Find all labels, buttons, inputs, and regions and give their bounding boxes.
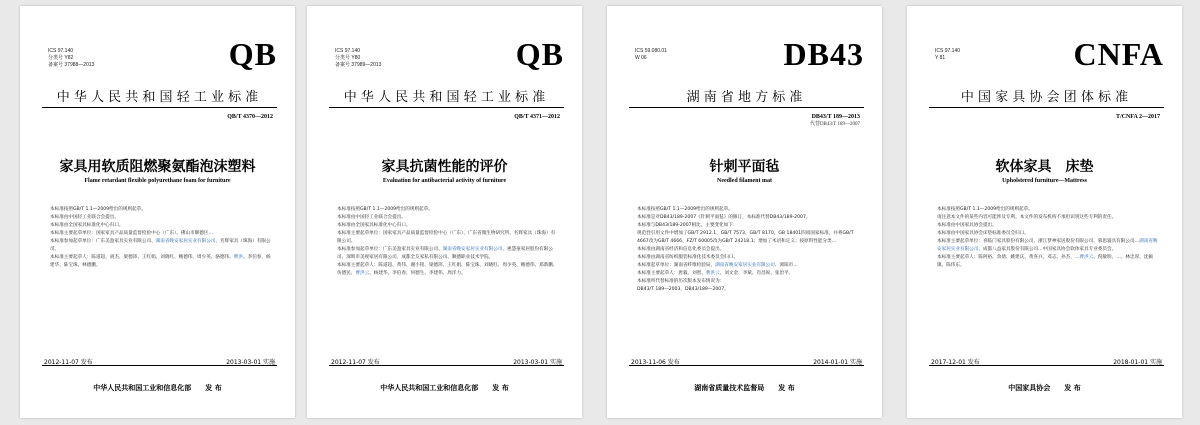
meta-line: 备案号 37989—2013 — [335, 62, 382, 68]
foreword-paragraph — [937, 230, 1158, 238]
footer-rule — [329, 365, 564, 366]
issuer-line — [307, 383, 582, 393]
standard-title-cn: 家具用软质阻燃聚氨酯泡沫塑料 — [59, 159, 256, 175]
foreword-paragraph — [937, 254, 1158, 270]
meta-line: Y 81 — [935, 55, 946, 61]
paragraph-text: 本标准由湖南省纺织服装标准化技术委员会归口。 — [637, 255, 739, 260]
issuing-body-heading: 中 华 人 民 共 和 国 轻 工 业 标 准 — [343, 90, 546, 105]
foreword-paragraph — [937, 222, 1158, 230]
standard-title-cn: 软体家具 床垫 — [995, 159, 1094, 175]
paragraph-text: 本标准起草单位：湖南省纤维检验局、 — [637, 263, 716, 268]
publish-label: 发 布 — [492, 384, 509, 392]
issuer-name: 湖南省质量技术监督局 — [694, 384, 765, 392]
foreword-paragraph — [50, 238, 271, 254]
publish-date: 2017-12-01 发布 — [931, 359, 980, 366]
foreword-paragraph — [50, 222, 271, 230]
paragraph-text: 本标准按照GB/T 1.1—2009给出的规则起草。 — [637, 207, 733, 212]
foreword-paragraph — [937, 238, 1158, 254]
highlighted-text: 曹洪云 — [705, 271, 720, 276]
paragraph-text: 、名辉家具（珠海）有限公司。 — [50, 239, 271, 252]
publish-date: 2012-11-07 发布 — [331, 359, 380, 366]
issuing-body-heading: 中 华 人 民 共 和 国 轻 工 业 标 准 — [56, 90, 259, 105]
implement-date: 2014-01-01 实施 — [813, 359, 862, 366]
meta-line: W 06 — [635, 55, 647, 61]
issuer-name: 中华人民共和国工业和信息化部 — [93, 384, 192, 392]
foreword-paragraph — [337, 246, 558, 262]
foreword-paragraph — [50, 214, 271, 222]
highlighted-text: 湖南省晚安家居实业有限公司 — [937, 239, 1158, 252]
foreword-paragraph — [937, 206, 1158, 214]
paragraph-text: 本标准由中国轻工业联合会提出。 — [50, 215, 119, 220]
paragraph-text: 本标准主要起草人：陈道超、黄伟、谢小铭、梁德沛、王红娟、陈宝珠、刘晓红、周少英、鲍德伟、郑新鹏、仿德民、 — [337, 263, 558, 276]
paragraph-text: 本标准主要起草人：陈道超、胡杰、梁德沛、王红娟、刘晓红、鲍德伟、周少英、骆德伟、 — [50, 255, 234, 260]
paragraph-text: 规范性引用文件中增加了GB/T 2912.1、GB/T 7573、GB/T 8170、GB 18401四项国家标准，并将GB/T 4667改为GB/T 4666、FZ/T 60005改为GB/T 24218.1；增加了术语和定义；按原料性能分类… — [637, 231, 854, 244]
highlighted-text: 湖南省晚安家居实业有限公司 — [155, 239, 216, 244]
foreword-paragraph — [50, 254, 271, 270]
meta-line: 分类号 Y80 — [335, 55, 361, 61]
standard-code — [1116, 113, 1160, 121]
paragraph-text: 本标准由中国家具协会床垫标准委员会归口。 — [937, 231, 1029, 236]
paragraph-text: 本标准参加起草单位：广东美盈家具实业有限公司、 — [337, 247, 443, 252]
foreword-body — [637, 206, 858, 294]
foreword-paragraph — [337, 230, 558, 246]
ics-meta — [635, 48, 667, 62]
paragraph-text: 、成都八益家具股份有限公司…中国家具协会软体家具专业委员会。 — [978, 247, 1117, 252]
paragraph-text: 本标准由中国家具协会提出。 — [937, 223, 997, 228]
foreword-paragraph — [337, 262, 558, 278]
implement-date: 2013-03-01 实施 — [513, 359, 562, 366]
foreword-paragraph — [937, 214, 1158, 222]
paragraph-text: 本标准主要起草单位：国家家具产品质量监督检验中心（广东）、广东省微生物研究所、名辉家具（珠海）有限公司。 — [337, 231, 556, 244]
publish-label: 发 布 — [778, 384, 795, 392]
standard-title-cn: 针刺平面毡 — [709, 159, 780, 175]
paragraph-text: 本标准与DB43/189-2007相比，主要变化如下： — [637, 223, 738, 228]
paragraph-text: 本标准由全国家具标准化中心归口。 — [337, 223, 411, 228]
paragraph-text: 本标准由湖南省经济和信息化委员会提出。 — [637, 247, 725, 252]
standard-number: T/CNFA 2—2017 — [1115, 114, 1160, 120]
publish-label: 发 布 — [1064, 384, 1081, 392]
issuer-line — [20, 383, 295, 393]
highlighted-text: 曹洪云 — [1079, 255, 1094, 260]
publish-label: 发 布 — [205, 384, 222, 392]
foreword-paragraph — [637, 206, 858, 214]
standard-cover-page[interactable] — [607, 6, 882, 418]
header-rule — [42, 107, 277, 108]
meta-line: 分类号 Y82 — [48, 55, 74, 61]
highlighted-text: 曹洪 — [233, 255, 243, 260]
implement-date: 2013-03-01 实施 — [226, 359, 275, 366]
foreword-body — [337, 206, 558, 278]
foreword-paragraph — [637, 230, 858, 246]
foreword-body — [937, 206, 1158, 270]
issuing-body-heading: 湖 南 省 地 方 标 准 — [686, 90, 803, 105]
ics-meta — [48, 48, 94, 69]
paragraph-text: 、李伯春、杨建华、陈宝珠、林德鹏。 — [50, 255, 271, 268]
paragraph-text: 本标准所代替标准的历次版本发布情况为： — [637, 279, 725, 284]
paragraph-text: 本标准按照GB/T 1.1—2009给出的规则起草。 — [50, 207, 146, 212]
paragraph-text: 本标准主要起草单位：国家家具产品质量监督检验中心（广东）、佛山市顺德区… — [50, 231, 214, 236]
standard-cover-page[interactable] — [907, 6, 1182, 418]
highlighted-text: 湖南省晚安家居实业有限公司 — [442, 247, 503, 252]
footer-rule — [629, 365, 864, 366]
foreword-paragraph — [637, 254, 858, 262]
standard-number: DB43/T 189—2013 — [811, 114, 860, 120]
footer-rule — [42, 365, 277, 366]
foreword-paragraph — [637, 278, 858, 286]
implement-date: 2018-01-01 实施 — [1113, 359, 1162, 366]
paragraph-text: 本标准主要起草人：唐毅、刘智、 — [637, 271, 706, 276]
standard-title-en: Flame retardant flexible polyurethane foam for furniture — [84, 178, 231, 184]
issuing-body-heading: 中 国 家 具 协 会 团 体 标 准 — [960, 90, 1129, 105]
paragraph-text: 本标准由中国轻工业联合会提出。 — [337, 215, 406, 220]
standard-title-cn: 家具抗菌性能的评价 — [381, 159, 508, 175]
standard-code — [514, 113, 560, 121]
standard-title-en: Needled filament mat — [717, 178, 772, 184]
paragraph-text: 、杨建华、李伯春、何德生、李建伟、周洋力。 — [369, 271, 466, 276]
standard-title-en: Upholstered furniture—Mattress — [1002, 178, 1087, 184]
foreword-body — [50, 206, 271, 270]
paragraph-text: 本标准参加起草单位：广东美盈家具实业有限公司、 — [50, 239, 156, 244]
replaces-note: 代替DB43/T 189—2007 — [809, 122, 860, 127]
standard-code — [227, 113, 273, 121]
paragraph-text: 本标准由全国家具标准化中心归口。 — [50, 223, 124, 228]
paragraph-text: DB43/T 189—2003、DB43/189—2007。 — [637, 287, 729, 292]
paragraph-text: 请注意本文件的某些内容可能涉及专利。本文件的发布机构不承担识别这些专利的责任。 — [937, 215, 1117, 220]
standard-code — [810, 113, 860, 129]
foreword-paragraph — [337, 206, 558, 214]
paragraph-text: 本标准主要起草单位：喜临门家具股份有限公司、浙江梦神家居股份有限公司、慕思寝具有限公司… — [937, 239, 1140, 244]
foreword-paragraph — [337, 214, 558, 222]
publish-date: 2012-11-07 发布 — [44, 359, 93, 366]
paragraph-text: 本标准按照GB/T 1.1—2009给出的规则起草。 — [337, 207, 433, 212]
foreword-paragraph — [337, 222, 558, 230]
highlighted-text: 湖南省晚安家居实业有限公司 — [715, 263, 775, 268]
ics-meta — [935, 48, 960, 62]
standard-logo: QB — [228, 36, 277, 72]
meta-line: ICS 59.080.01 — [635, 48, 667, 54]
standard-title-en: Evaluation for antibacterial activity of furniture — [382, 178, 507, 184]
foreword-paragraph — [637, 270, 858, 278]
standard-number: QB/T 4370—2012 — [227, 114, 273, 120]
meta-line: ICS 97.140 — [48, 48, 74, 54]
foreword-paragraph — [637, 246, 858, 254]
ics-meta — [335, 48, 381, 69]
foreword-paragraph — [637, 262, 858, 270]
standard-logo: CNFA — [1073, 36, 1164, 72]
foreword-paragraph — [637, 214, 858, 222]
foreword-paragraph — [50, 230, 271, 238]
header-rule — [629, 107, 864, 108]
standard-cover-page[interactable] — [20, 6, 295, 418]
meta-line: 备案号 37988—2013 — [48, 62, 95, 68]
foreword-paragraph — [637, 222, 858, 230]
paragraph-text: 本标准是对DB43/189-2007《针刺平面毡》的修订，本标准代替DB43/189-2007。 — [637, 215, 811, 220]
publish-date: 2013-11-06 发布 — [631, 359, 680, 366]
standard-logo: DB43 — [783, 36, 864, 72]
footer-rule — [929, 365, 1164, 366]
header-rule — [929, 107, 1164, 108]
paragraph-text: 、惠慧豪家居股份有限公司、深圳市美视家居有限公司、成都全友家私有限公司、顺德职业技术学院。 — [337, 247, 553, 260]
issuer-name: 中华人民共和国工业和信息化部 — [380, 384, 479, 392]
standard-number: QB/T 4371—2012 — [514, 114, 560, 120]
issuer-line — [607, 383, 882, 393]
paragraph-text: 本标准主要起草人：陈阿裕、余倩、姚建庆、黄喜兵、邓志、孙杰、… — [937, 255, 1080, 260]
meta-line: ICS 97.140 — [935, 48, 961, 54]
meta-line: ICS 97.140 — [335, 48, 361, 54]
header-rule — [329, 107, 564, 108]
paragraph-text: 、倪敏明、…、林忠厚、沈颖镇、陈伟东。 — [937, 255, 1153, 268]
paragraph-text: 、刘文金、李斌、肖昌锐、张治平。 — [719, 271, 794, 276]
highlighted-text: 曹洪云 — [355, 271, 370, 276]
foreword-paragraph — [637, 286, 858, 294]
standard-logo: QB — [515, 36, 564, 72]
paragraph-text: 本标准按照GB/T 1.1—2009给出的规则起草。 — [937, 207, 1033, 212]
standard-cover-page[interactable] — [307, 6, 582, 418]
issuer-name: 中国家具协会 — [1008, 384, 1051, 392]
foreword-paragraph — [50, 206, 271, 214]
paragraph-text: 、浏阳市… — [774, 263, 798, 268]
issuer-line — [907, 383, 1182, 393]
